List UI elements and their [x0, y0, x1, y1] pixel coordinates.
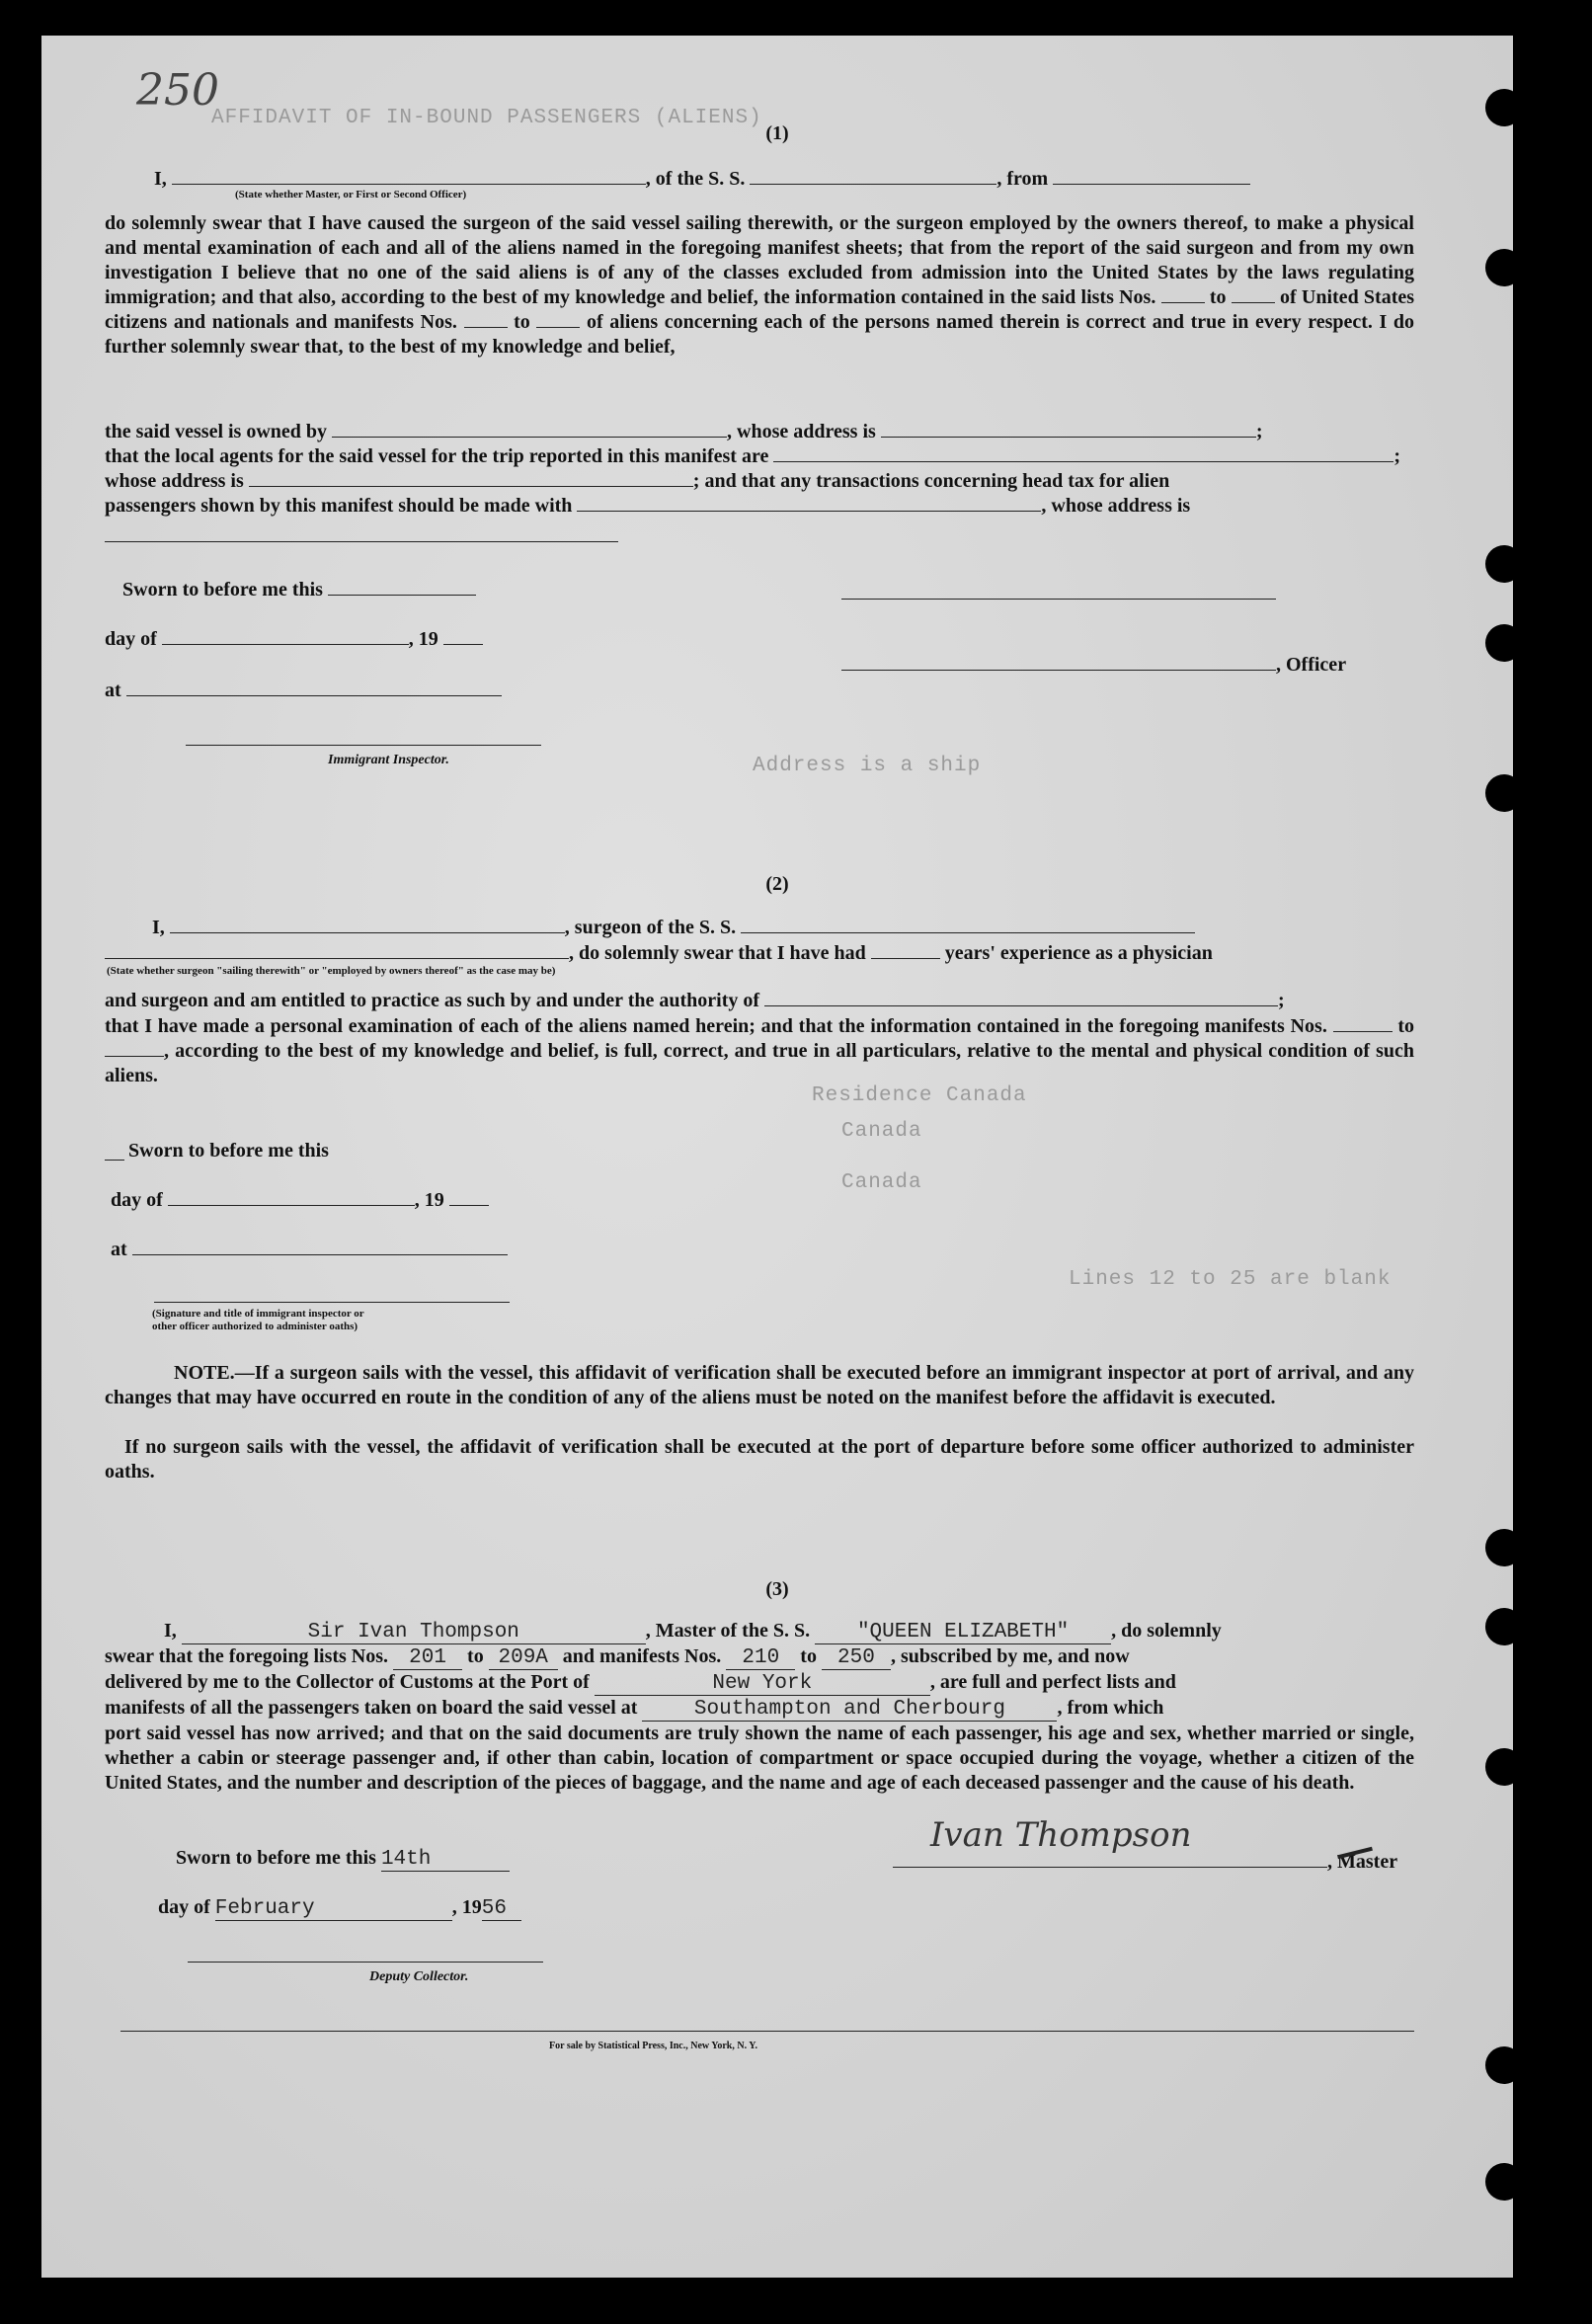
port-field: New York	[595, 1672, 930, 1696]
section-2-surgeon-line: I, , surgeon of the S. S.	[152, 917, 1195, 939]
from-blank	[1053, 170, 1250, 185]
section-2-signature-rule	[154, 1302, 510, 1303]
handwritten-page-number: 250	[136, 65, 219, 116]
punch-hole	[1485, 89, 1523, 126]
footer-rule	[120, 2031, 1414, 2032]
section-3-departure-line: manifests of all the passengers taken on board the said vessel at Southampton and Cherbourg , from which	[105, 1697, 1164, 1721]
bleed-through-row: Lines 12 to 25 are blank	[1069, 1268, 1392, 1291]
bleed-through-header: AFFIDAVIT OF IN-BOUND PASSENGERS (ALIENS)	[211, 107, 762, 129]
footer-imprint: For sale by Statistical Press, Inc., New York, N. Y.	[549, 2041, 758, 2051]
section-1-master-line: I, , of the S. S. , from	[154, 168, 1250, 191]
passengers-line: passengers shown by this manifest should be made with , whose address is	[105, 495, 1191, 517]
section-3-heading: (3)	[765, 1578, 789, 1600]
punch-hole	[1485, 1748, 1523, 1786]
section-1-heading: (1)	[765, 122, 789, 144]
section-2-day-line: day of , 19	[111, 1189, 489, 1212]
list-from-field: 201	[393, 1646, 462, 1670]
officer-blank	[172, 170, 646, 185]
section-2-sworn-line: Sworn to before me this	[128, 1140, 329, 1162]
punch-hole	[1485, 1608, 1523, 1645]
section-3-sworn-line: Sworn to before me this 14th	[176, 1847, 510, 1872]
section-2-heading: (2)	[765, 873, 789, 895]
section-3-master-line: I, Sir Ivan Thompson , Master of the S. S. "QUEEN ELIZABETH" , do solemnly	[164, 1620, 1222, 1643]
section-1-officer-line: , Officer	[841, 654, 1346, 677]
departure-port-field: Southampton and Cherbourg	[642, 1698, 1057, 1722]
section-2-sworn-rule	[105, 1160, 124, 1161]
inspector-caption: Immigrant Inspector.	[328, 753, 449, 767]
note-paragraph-2: If no surgeon sails with the vessel, the affidavit of verification shall be executed at the port of departure before some officer authorized to administer oaths.	[105, 1436, 1414, 1483]
punch-hole	[1485, 249, 1523, 286]
section-2-experience-line: , do solemnly swear that I have had years' experience as a physician	[105, 942, 1213, 965]
section-1-sworn-line: Sworn to before me this	[122, 579, 476, 601]
master-signature-line: , Master	[893, 1851, 1397, 1874]
section-3-lists-line: swear that the foregoing lists Nos. 201 to 209A and manifests Nos. 210 to 250 , subscribed by me, and now	[105, 1645, 1130, 1669]
punch-hole	[1485, 2163, 1523, 2201]
year-field: 56	[482, 1897, 521, 1921]
section-3-day-line: day of February , 1956	[158, 1896, 521, 1921]
section-2-body: that I have made a personal examination of each of the aliens named herein; and that the information contained in the foregoing manifests Nos. to , according to the best of my knowledge and belief, is full, correct, and true in all particulars, relative to the mental and physical condition of such aliens.	[105, 1015, 1415, 1086]
ship-name-field: "QUEEN ELIZABETH"	[815, 1621, 1111, 1644]
bleed-through-row: Residence Canada	[812, 1084, 1027, 1107]
form-sheet	[41, 36, 1513, 2278]
section-2-at-line: at	[111, 1239, 508, 1261]
manifest-to-field: 250	[822, 1646, 891, 1670]
section-1-body: do solemnly swear that I have caused the surgeon of the said vessel sailing therewith, or the surgeon employed by the owners thereof, to make a physical and mental examination of each and all of the aliens named in the foregoing manifest sheets; that from the report of the said surgeon and from my own investigation I believe that no one of the said aliens is of any of the classes excluded from admission into the United States by the laws regulating immigration; and that also, according to the best of my knowledge and belief, the information contained in the said lists Nos. to of United States citizens and nationals and manifests Nos. to of aliens concerning each of the persons named therein is correct and true in every respect. I do further solemnly swear that, to the best of my knowledge and belief,	[105, 212, 1415, 358]
punch-hole	[1485, 624, 1523, 662]
sworn-day-field: 14th	[381, 1848, 510, 1872]
deputy-rule	[188, 1962, 543, 1963]
address-rule	[105, 541, 618, 542]
master-name-field: Sir Ivan Thompson	[182, 1621, 646, 1644]
vessel-blank	[750, 170, 996, 185]
authority-line: and surgeon and am entitled to practice as such by and under the authority of ;	[105, 990, 1285, 1011]
deputy-caption: Deputy Collector.	[369, 1969, 469, 1984]
bleed-through-row: Canada	[841, 1120, 922, 1143]
agents-line: that the local agents for the said vessel for the trip reported in this manifest are ;	[105, 445, 1401, 467]
section-3-port-line: delivered by me to the Collector of Customs at the Port of New York , are full and perfect lists and	[105, 1671, 1176, 1695]
section-1-day-line: day of , 19	[105, 628, 483, 651]
section-1-at-line: at	[105, 680, 502, 702]
note-paragraph: NOTE.—If a surgeon sails with the vessel, this affidavit of verification shall be executed before an immigrant inspector at port of arrival, and any changes that may have occurred en route in the condition of any of the aliens must be noted on the manifest before the affidavit is executed.	[105, 1362, 1414, 1408]
bleed-through-row: Canada	[841, 1171, 922, 1194]
agents-address-line: whose address is ; and that any transactions concerning head tax for alien	[105, 470, 1170, 492]
punch-hole	[1485, 1529, 1523, 1566]
bleed-through-row: Address is a ship	[753, 755, 982, 777]
list-to-field: 209A	[489, 1646, 558, 1670]
owned-by-line: the said vessel is owned by , whose address is ;	[105, 421, 1263, 442]
section-2-sig-hint-1: (Signature and title of immigrant inspector or	[152, 1308, 364, 1320]
punch-hole	[1485, 2046, 1523, 2084]
manifest-from-field: 210	[726, 1646, 795, 1670]
inspector-rule	[186, 745, 541, 746]
section-2-sig-hint-2: other officer authorized to administer oaths)	[152, 1321, 358, 1332]
section-3-body: port said vessel has now arrived; and that on the said documents are truly shown the name of each passenger, his age and sex, whether married or single, whether a cabin or steerage passenger and, if other than cabin, location of compartment or space occupied during the voyage, whether a citizen of the United States, and the number and description of the pieces of baggage, and the name and age of each deceased passenger and the cause of his death.	[105, 1723, 1414, 1794]
section-1-hint: (State whether Master, or First or Second Officer)	[235, 189, 467, 200]
section-2-hint: (State whether surgeon "sailing therewith" or "employed by owners thereof" as the case may be)	[107, 965, 556, 977]
punch-hole	[1485, 774, 1523, 812]
punch-hole	[1485, 545, 1523, 583]
officer-signature-rule	[841, 599, 1276, 600]
month-field: February	[215, 1897, 452, 1921]
master-signature: Ivan Thompson	[930, 1815, 1192, 1855]
